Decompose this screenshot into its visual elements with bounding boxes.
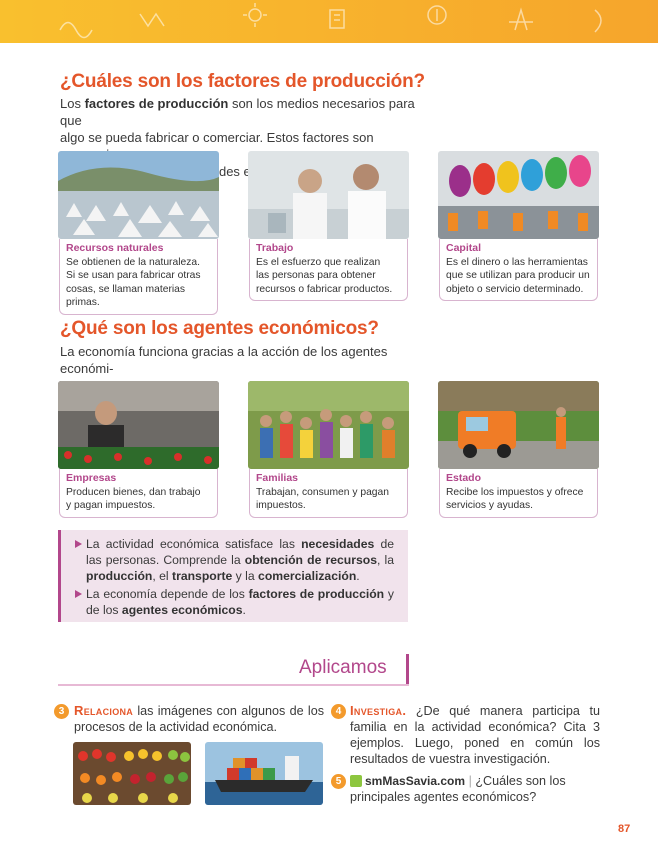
card-recursos-naturales [59,239,218,315]
photo-barco [205,742,323,805]
card-line: cosas, se llaman materias primas. [66,283,186,308]
summary-item [75,586,394,618]
card-line: objeto o servicio determinado. [446,283,584,295]
smsavia-icon [350,775,362,787]
header-doodles [0,0,658,43]
card-trabajo [249,239,408,301]
activity-4 [350,703,600,767]
photo-capital [438,151,599,239]
keyword: obtención de recursos [244,553,377,567]
aplicamos-title: Aplicamos [299,657,387,678]
keyword: producción [86,569,153,583]
photo-fruteria [73,742,191,805]
separator: | [468,774,472,788]
card-line: las personas para obtener [256,270,376,281]
card-line: y pagan impuestos. [66,500,156,511]
card-line: Se obtienen de la naturaleza. [66,256,200,268]
card-line: Recibe los impuestos y ofrece [446,486,584,498]
card-title: Familias [256,472,299,484]
photo-estado [438,381,599,469]
activity-number: 5 [331,774,346,789]
activity-keyword: Relaciona [74,703,134,718]
text-run: de las personas. Comprende la [86,537,395,567]
activity-text: las imágenes con algunos de los procesos de la actividad económica. [74,704,324,734]
keyword: factores de producción [84,96,229,111]
activity-keyword: Investiga. [350,703,407,718]
text-run: La actividad económica satisface las [86,537,302,551]
keyword: factores de producción [248,587,385,601]
activity-text: ¿De qué manera participa tu familia en la actividad económica? Cita 3 ejemplos. Luego, poned en común los resultados de vuestra investigación. [350,704,600,766]
aplicamos-bar [406,654,409,684]
text-run: La economía funciona gracias a la acción de los agentes económi- [60,344,388,376]
section-title-agentes: ¿Qué son los agentes económicos? [60,318,379,339]
activity-number: 3 [54,704,69,719]
photo-salinas [58,151,219,239]
card-line: Es el dinero o las herramientas [446,256,588,268]
text-run: Los [60,96,85,111]
section-title-factores: ¿Cuáles son los factores de producción? [60,71,425,92]
smsavia-link[interactable]: smMasSavia.com [365,774,466,788]
text-run: . [356,569,360,583]
card-line: Trabajan, consumen y pagan [256,486,389,498]
card-line: impuestos. [256,500,306,511]
summary-box [58,530,408,622]
summary-item [75,536,394,584]
text-run: y la [232,569,259,583]
card-capital [439,239,598,301]
photo-familias [248,381,409,469]
text-run: son los medios necesarios para que [60,96,415,128]
card-empresas [59,469,218,518]
activity-5 [350,773,600,805]
card-familias [249,469,408,518]
keyword: necesidades [301,537,375,551]
text-run: . [242,603,246,617]
page-number: 87 [618,823,631,835]
card-line: Si se usan para fabricar otras [66,270,201,281]
photo-empresas [58,381,219,469]
keyword: agentes económicos [121,603,243,617]
activity-text: ¿Cuáles son los principales agentes económicos? [350,774,566,804]
card-line: que se utilizan para producir un [446,270,590,281]
text-run: , la [376,553,394,567]
keyword: comercialización [258,569,357,583]
text-run: y de los [86,587,395,617]
text-run: algo se pueda fabricar o comerciar. Estos factores son [60,130,374,145]
text-run: , el [152,569,173,583]
card-line: servicios y ayudas. [446,500,533,511]
card-line: Producen bienes, dan trabajo [66,486,201,498]
card-title: Trabajo [256,242,294,254]
card-line: recursos o fabricar productos. [256,283,393,295]
card-estado [439,469,598,518]
card-title: Estado [446,472,482,484]
activity-number: 4 [331,704,346,719]
activity-3 [74,703,324,735]
card-title: Recursos naturales [66,242,164,254]
card-title: Capital [446,242,482,254]
card-title: Empresas [66,472,117,484]
keyword: transporte [172,569,233,583]
photo-trabajo [248,151,409,239]
header-band [0,0,658,43]
card-line: Es el esfuerzo que realizan [256,256,381,268]
text-run: La economía depende de los [86,587,249,601]
aplicamos-divider [58,684,409,686]
